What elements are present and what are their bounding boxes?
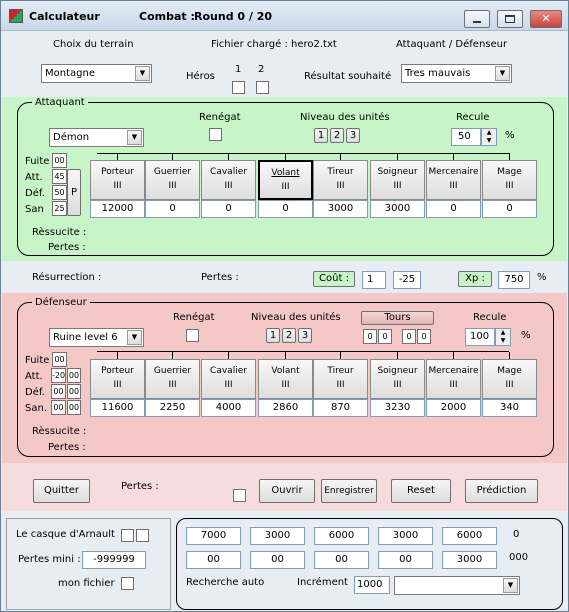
attacker-san-label: San (25, 204, 44, 215)
attacker-unit-value[interactable]: 0 (482, 200, 537, 218)
quit-button[interactable]: Quitter (33, 479, 90, 503)
chevron-down-icon[interactable]: ▼ (503, 578, 518, 593)
attacker-unit-tick: III (505, 181, 514, 191)
defender-unit-value[interactable]: 2250 (145, 399, 200, 417)
attacker-unit-name: Tireur (327, 167, 354, 177)
defender-unit-name: Porteur (101, 366, 134, 376)
defender-race-value: Ruine level 6 (53, 332, 118, 343)
defender-san-value[interactable]: 00 (51, 400, 66, 415)
defender-unit-name: Tireur (327, 366, 354, 376)
defender-unit-tick: III (224, 380, 233, 390)
attacker-unit-tick: III (113, 181, 122, 191)
defender-unit-tick: III (113, 380, 122, 390)
attacker-pertes-label: Pertes : (48, 242, 86, 253)
attacker-level-1[interactable]: 1 (314, 128, 328, 143)
defender-unit-2[interactable] (201, 359, 256, 399)
defender-fuite-label: Fuite (25, 355, 50, 366)
row1-input[interactable]: 3000 (378, 527, 433, 545)
defender-def-value[interactable]: 00 (51, 384, 66, 399)
defender-att-value[interactable]: -20 (51, 368, 66, 383)
defender-san-label: San. (25, 403, 47, 414)
row2-input[interactable]: 00 (378, 551, 433, 569)
attacker-title: Attaquant (32, 97, 88, 109)
attacker-unit-0[interactable] (90, 160, 145, 200)
row1-input[interactable]: 6000 (314, 527, 369, 545)
attacker-def-value[interactable]: 50 (52, 185, 67, 200)
defender-unit-connector (397, 352, 398, 359)
attacker-san-value[interactable]: 25 (52, 201, 67, 216)
attacker-level-label: Niveau des unités (300, 112, 390, 123)
tours-3[interactable]: 0 (402, 329, 416, 344)
file-label: Fichier chargé : hero2.txt (211, 39, 337, 50)
predict-button[interactable]: Prédiction (465, 479, 538, 503)
attacker-race-select[interactable] (49, 128, 144, 147)
attacker-p-button[interactable]: P (67, 169, 81, 216)
attacker-att-label: Att. (25, 172, 43, 183)
att-def-label: Attaquant / Défenseur (396, 39, 508, 50)
attacker-unit-value[interactable]: 0 (426, 200, 481, 218)
defender-unit-value[interactable]: 2000 (426, 399, 481, 417)
tours-1[interactable]: 0 (363, 329, 377, 344)
reset-button[interactable]: Reset (391, 479, 451, 503)
attacker-unit-value[interactable]: 3000 (370, 200, 425, 218)
defender-unit-value[interactable]: 4000 (201, 399, 256, 417)
row2-input[interactable]: 3000 (442, 551, 497, 569)
minimize-icon (473, 21, 481, 23)
terrain-label: Choix du terrain (53, 39, 134, 50)
spin-down-icon[interactable]: ▼ (500, 337, 506, 344)
row1-end: 0 (513, 529, 520, 540)
row1-input[interactable]: 6000 (442, 527, 497, 545)
row1-input[interactable]: 3000 (250, 527, 305, 545)
attacker-level-2[interactable]: 2 (330, 128, 344, 143)
resurrection-label: Résurrection : (32, 272, 102, 283)
defender-pct: % (521, 330, 531, 341)
attacker-unit-tick: III (393, 181, 402, 191)
attacker-recule-input[interactable]: 50 (451, 128, 481, 146)
defender-san-value-2[interactable]: 00 (67, 400, 81, 415)
defender-att-label: Att. (25, 371, 43, 382)
defender-resuscite-label: Rèssucite : (32, 426, 87, 437)
defender-unit-tick: III (505, 380, 514, 390)
pertes-mini-input[interactable]: -999999 (82, 551, 146, 569)
casque-label: Le casque d'Arnault (16, 529, 115, 540)
attacker-unit-3[interactable] (258, 160, 313, 200)
defender-fuite-value[interactable]: 00 (52, 352, 67, 367)
defender-unit-value[interactable]: 3230 (370, 399, 425, 417)
maximize-button[interactable] (497, 10, 523, 28)
attacker-renegat-label: Renégat (199, 112, 241, 123)
defender-pertes-label: Pertes : (48, 442, 86, 453)
terrain-select[interactable] (41, 64, 152, 83)
spin-up-icon[interactable]: ▲ (500, 329, 506, 336)
attacker-unit-4[interactable] (313, 160, 368, 200)
attacker-race-value: Démon (53, 132, 90, 143)
pertes-checkbox[interactable] (233, 489, 246, 502)
defender-att-value-2[interactable]: 00 (67, 368, 81, 383)
defender-unit-name: Soigneur (377, 366, 418, 376)
attacker-unit-tick: III (336, 181, 345, 191)
defender-renegat-checkbox[interactable] (186, 329, 199, 342)
attacker-unit-5[interactable] (370, 160, 425, 200)
defender-unit-name: Mage (497, 366, 522, 376)
attacker-unit-connector (453, 153, 454, 160)
row2-input[interactable]: 00 (186, 551, 241, 569)
attacker-unit-tick: III (449, 181, 458, 191)
defender-unit-7[interactable] (482, 359, 537, 399)
minimize-button[interactable] (464, 10, 490, 28)
attacker-att-value[interactable]: 45 (52, 169, 67, 184)
hero1-checkbox[interactable] (232, 81, 245, 94)
attacker-fuite-value[interactable]: 00 (52, 153, 67, 168)
maximize-icon (505, 15, 515, 23)
attacker-unit-value[interactable]: 0 (201, 200, 256, 218)
spin-down-icon[interactable]: ▼ (486, 137, 492, 144)
xp-button[interactable]: Xp : (458, 271, 492, 287)
attacker-tree-line (97, 153, 509, 154)
result-label: Résultat souhaité (304, 71, 392, 82)
attacker-recule-spinner[interactable] (481, 128, 497, 146)
tours-button[interactable]: Tours (361, 311, 434, 325)
middle-pertes-label: Pertes : (201, 272, 239, 283)
defender-recule-spinner[interactable] (495, 328, 511, 346)
defender-unit-connector (509, 352, 510, 359)
defender-tree-line (97, 351, 509, 352)
defender-unit-connector (117, 352, 118, 359)
defender-title: Défenseur (32, 297, 90, 309)
attacker-unit-name: Mage (497, 167, 522, 177)
defender-unit-0[interactable] (90, 359, 145, 399)
row1-input[interactable]: 7000 (186, 527, 241, 545)
close-button[interactable] (530, 10, 562, 28)
xp-pct: % (537, 272, 547, 283)
increment-label: Incrément (297, 577, 348, 588)
chevron-down-icon[interactable]: ▼ (495, 66, 510, 81)
defender-unit-6[interactable] (426, 359, 481, 399)
defender-unit-tick: III (336, 380, 345, 390)
attacker-unit-6[interactable] (426, 160, 481, 200)
title-bar (1, 1, 568, 31)
casque-checkbox-1[interactable] (121, 529, 134, 542)
actions-pertes-label: Pertes : (121, 481, 159, 492)
attacker-unit-connector (228, 153, 229, 160)
attacker-unit-connector (340, 153, 341, 160)
result-select[interactable] (401, 64, 512, 83)
increment-input[interactable]: 1000 (354, 576, 390, 594)
chevron-down-icon[interactable]: ▼ (127, 330, 142, 345)
tours-2[interactable]: 0 (378, 329, 392, 344)
cout-button[interactable]: Coût : (313, 271, 355, 287)
attacker-unit-tick: III (224, 181, 233, 191)
attacker-def-label: Déf. (25, 188, 45, 199)
attacker-unit-2[interactable] (201, 160, 256, 200)
combat-label: Combat : (139, 10, 195, 23)
attacker-unit-tick: III (281, 182, 290, 192)
defender-unit-name: Mercenaire (428, 366, 479, 376)
attacker-unit-name: Volant (271, 168, 300, 178)
row2-input[interactable]: 00 (314, 551, 369, 569)
pertes-mini-label: Pertes mini : (18, 554, 81, 565)
terrain-value: Montagne (45, 68, 95, 79)
defender-unit-value[interactable]: 2860 (258, 399, 313, 417)
attacker-pct: % (505, 130, 515, 141)
open-button[interactable]: Ouvrir (259, 479, 315, 503)
defender-unit-connector (340, 352, 341, 359)
result-value: Tres mauvais (405, 68, 471, 79)
defender-recule-input[interactable]: 100 (465, 328, 495, 346)
defender-unit-connector (228, 352, 229, 359)
defender-unit-5[interactable] (370, 359, 425, 399)
defender-unit-connector (453, 352, 454, 359)
defender-unit-name: Volant (271, 366, 300, 376)
attacker-unit-7[interactable] (482, 160, 537, 200)
attacker-unit-value[interactable]: 0 (258, 200, 313, 218)
attacker-unit-connector (397, 153, 398, 160)
close-icon: ✕ (541, 12, 551, 25)
attacker-unit-value[interactable]: 3000 (313, 200, 368, 218)
attacker-unit-value[interactable]: 12000 (90, 200, 145, 218)
window-title: Calculateur (29, 10, 100, 23)
save-button[interactable]: Enregistrer (321, 479, 377, 503)
attacker-unit-name: Guerrier (153, 167, 192, 177)
attacker-unit-connector (285, 153, 286, 160)
defender-unit-name: Guerrier (153, 366, 192, 376)
defender-unit-name: Cavalier (210, 366, 247, 376)
defender-renegat-label: Renégat (173, 312, 215, 323)
hero1-label: 1 (235, 64, 242, 75)
attacker-unit-value[interactable]: 0 (145, 200, 200, 218)
heros-label: Héros (186, 71, 215, 82)
defender-unit-3[interactable] (258, 359, 313, 399)
attacker-unit-connector (172, 153, 173, 160)
chevron-down-icon[interactable]: ▼ (127, 130, 142, 145)
defender-unit-connector (172, 352, 173, 359)
defender-level-1[interactable]: 1 (266, 328, 280, 343)
defender-recule-label: Recule (473, 312, 507, 323)
mon-fichier-checkbox[interactable] (121, 577, 134, 590)
attacker-fuite-label: Fuite (25, 156, 50, 167)
tours-4[interactable]: 0 (417, 329, 431, 344)
attacker-unit-name: Cavalier (210, 167, 247, 177)
row2-input[interactable]: 00 (250, 551, 305, 569)
attacker-unit-name: Soigneur (377, 167, 418, 177)
defender-race-select[interactable] (49, 328, 144, 347)
defender-unit-value[interactable]: 340 (482, 399, 537, 417)
defender-def-value-2[interactable]: 00 (67, 384, 81, 399)
defender-unit-tick: III (393, 380, 402, 390)
round-text: Round 0 / 20 (194, 10, 273, 23)
attacker-unit-connector (509, 153, 510, 160)
casque-checkbox-2[interactable] (136, 529, 149, 542)
attacker-unit-tick: III (168, 181, 177, 191)
defender-unit-1[interactable] (145, 359, 200, 399)
attacker-unit-name: Mercenaire (428, 167, 479, 177)
row2-end: 000 (509, 552, 529, 563)
chevron-down-icon[interactable]: ▼ (135, 66, 150, 81)
xp-input[interactable]: 750 (498, 271, 530, 289)
cout-input-2[interactable]: -25 (393, 271, 421, 289)
hero2-checkbox[interactable] (256, 81, 269, 94)
attacker-recule-label: Recule (456, 112, 490, 123)
attacker-unit-1[interactable] (145, 160, 200, 200)
recherche-label: Recherche auto (186, 577, 265, 588)
defender-unit-tick: III (449, 380, 458, 390)
app-icon (9, 9, 23, 23)
spin-up-icon[interactable]: ▲ (486, 129, 492, 136)
defender-unit-value[interactable]: 870 (313, 399, 368, 417)
increment-select[interactable] (394, 576, 520, 595)
hero2-label: 2 (258, 64, 265, 75)
defender-unit-tick: III (281, 380, 290, 390)
defender-level-2[interactable]: 2 (282, 328, 296, 343)
defender-unit-tick: III (168, 380, 177, 390)
defender-def-label: Déf. (25, 387, 45, 398)
defender-level-label: Niveau des unités (251, 312, 341, 323)
attacker-unit-connector (117, 153, 118, 160)
defender-unit-connector (285, 352, 286, 359)
defender-level-3[interactable]: 3 (298, 328, 312, 343)
attacker-resuscite-label: Rèssucite : (32, 227, 87, 238)
defender-unit-4[interactable] (313, 359, 368, 399)
attacker-level-3[interactable]: 3 (346, 128, 360, 143)
attacker-unit-name: Porteur (101, 167, 134, 177)
mon-fichier-label: mon fichier (58, 578, 115, 589)
cout-input[interactable]: 1 (362, 271, 386, 289)
defender-unit-value[interactable]: 11600 (90, 399, 145, 417)
attacker-renegat-checkbox[interactable] (209, 128, 222, 141)
